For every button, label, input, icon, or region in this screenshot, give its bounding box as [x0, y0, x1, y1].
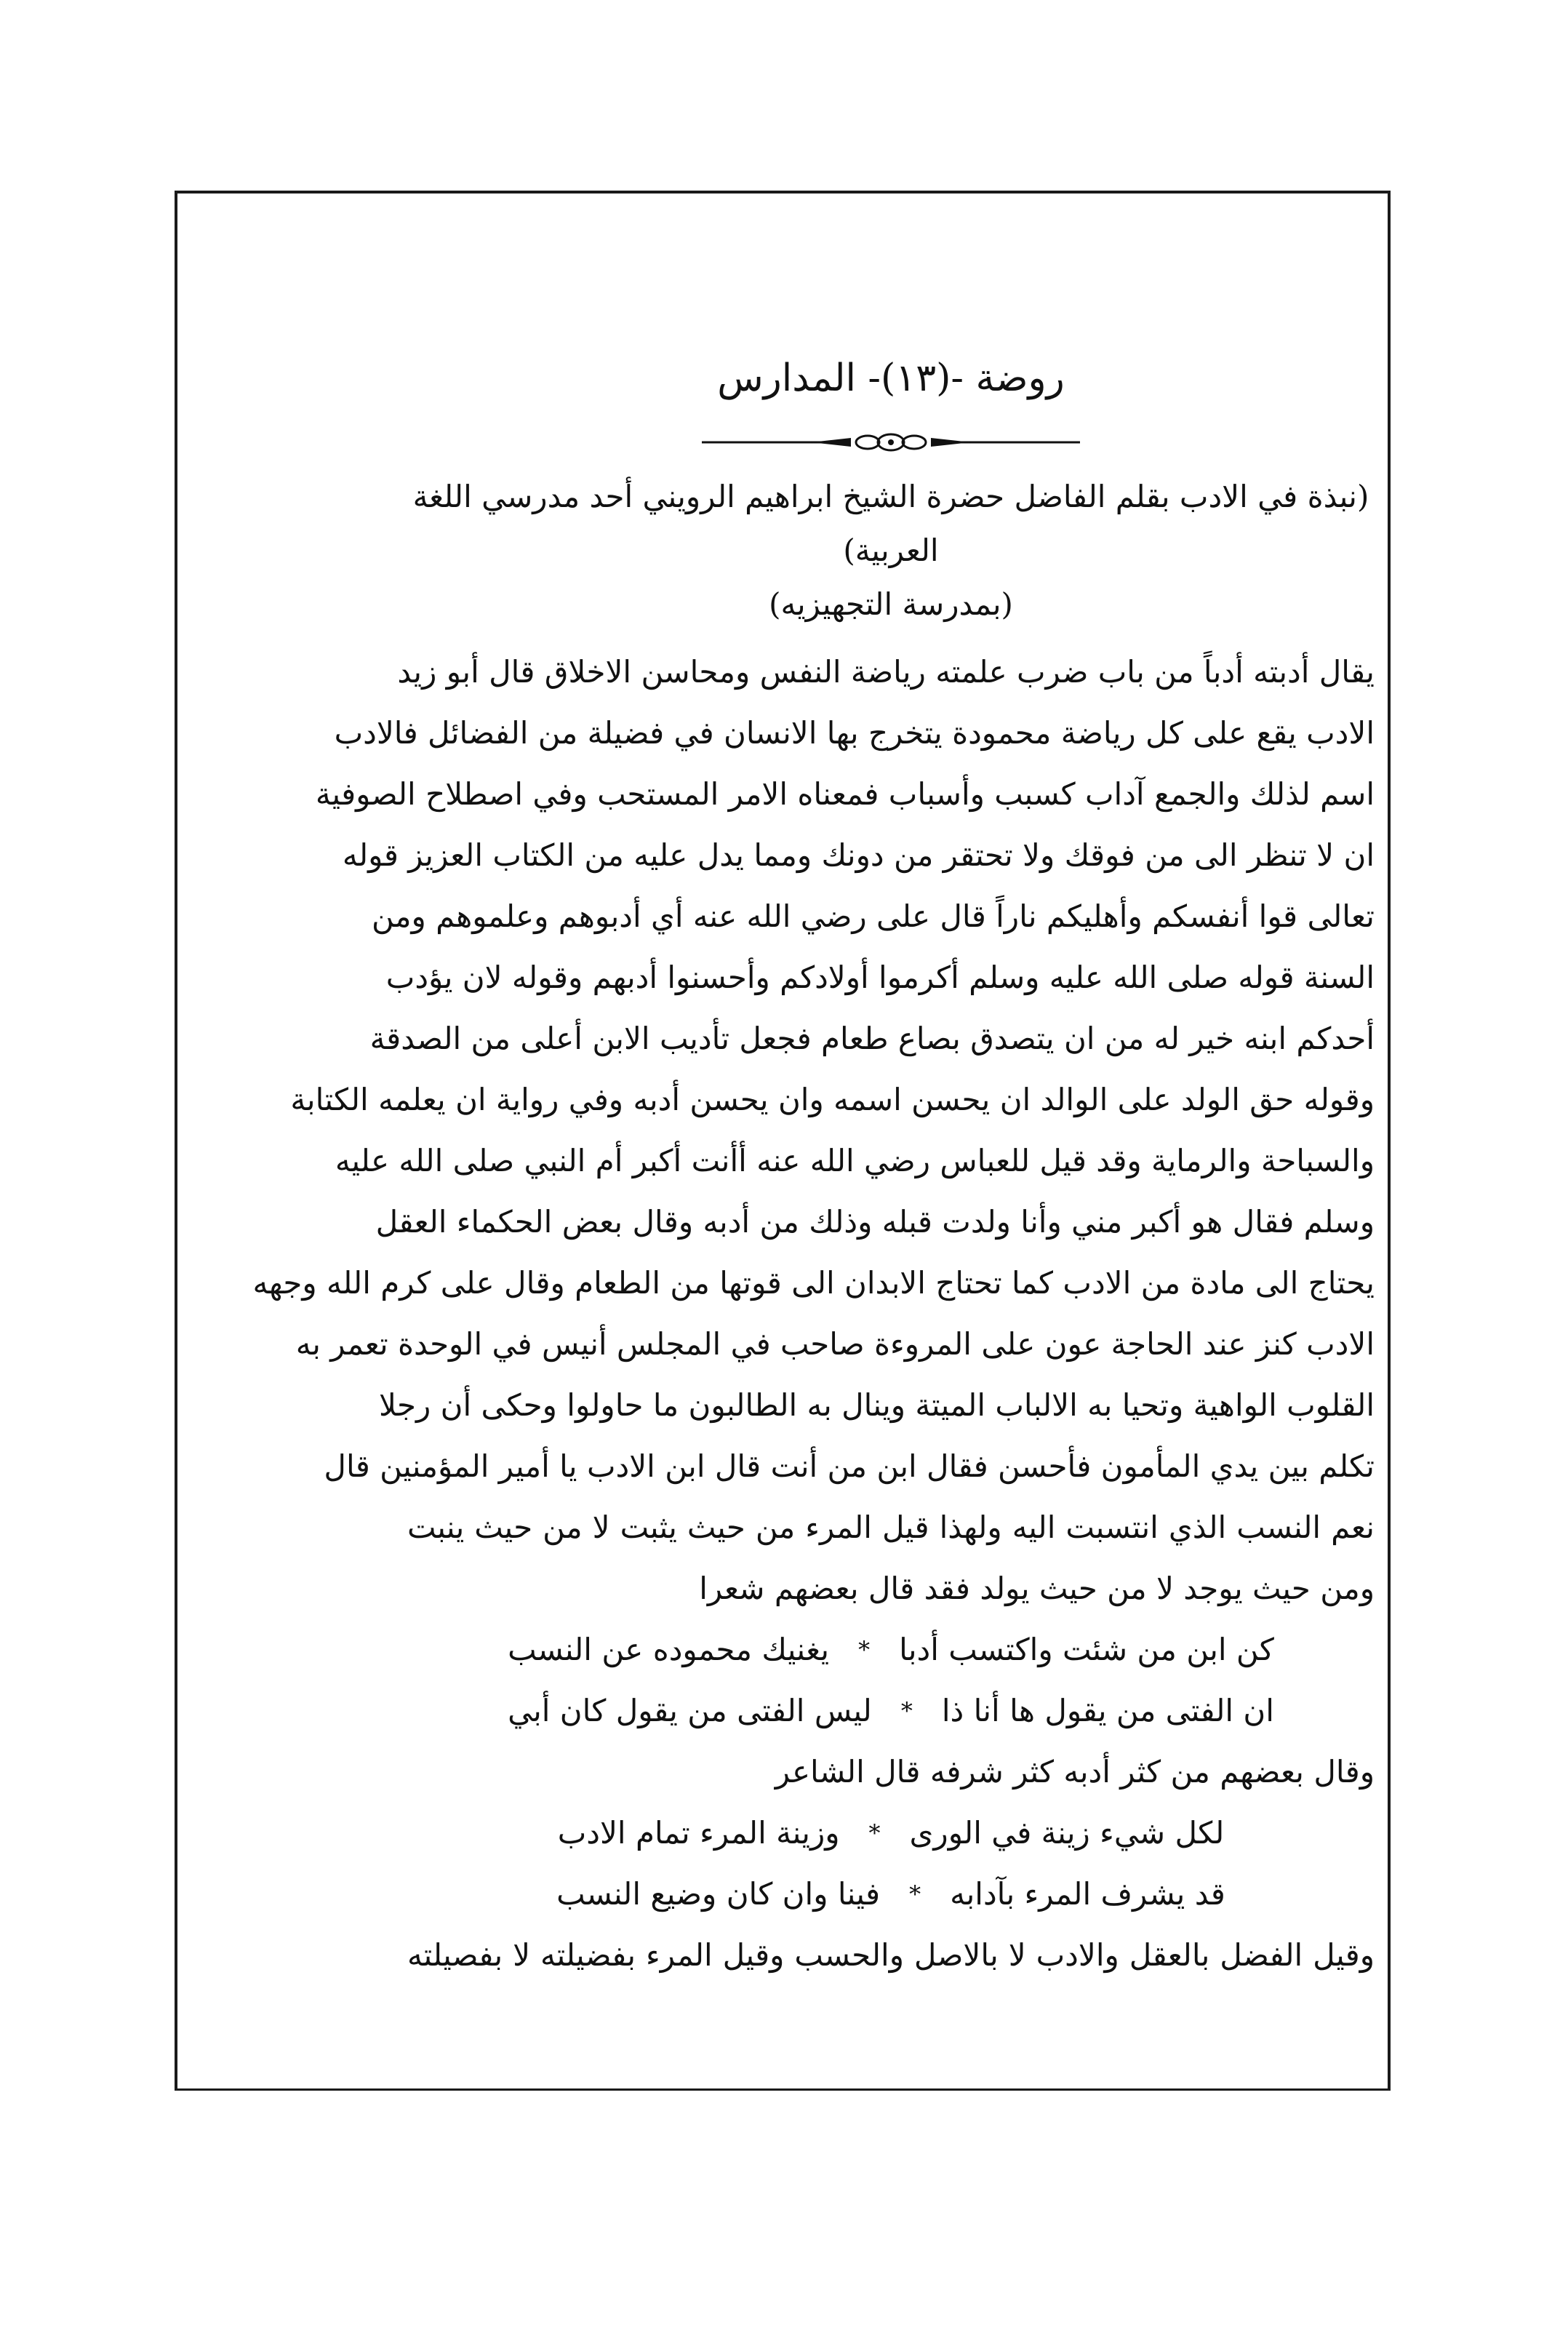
verse-second-hemistich: ليس الفتى من يقول كان أبي [508, 1693, 872, 1728]
verse-line [407, 1803, 1375, 1864]
text-line: وقيل الفضل بالعقل والادب لا بالاصل والحسب وقيل المرء بفضيلته لا بفصيلته [407, 1937, 1375, 1973]
text-line: اسم لذلك والجمع آداب كسبب وأسباب فمعناه الامر المستحب وفي اصطلاح الصوفية [315, 776, 1375, 812]
verse-first-hemistich: كن ابن من شئت واكتسب أدبا [899, 1632, 1274, 1667]
text-line: تعالى قوا أنفسكم وأهليكم ناراً قال على رضي الله عنه أي أدبوهم وعلموهم ومن [372, 898, 1375, 934]
article-subtitle: (بمدرسة التجهيزيه) [769, 586, 1013, 622]
verse-separator: * [900, 1697, 913, 1725]
verse-second-hemistich: فينا وان كان وضيع النسب [556, 1876, 881, 1912]
text-line: السنة قوله صلى الله عليه وسلم أكرموا أولادكم وأحسنوا أدبهم وقوله لان يؤدب [385, 959, 1375, 995]
text-line: نعم النسب الذي انتسبت اليه ولهذا قيل المرء من حيث يثبت لا من حيث ينبت [407, 1509, 1375, 1545]
verse-second-hemistich: وزينة المرء تمام الادب [557, 1815, 840, 1851]
text-line: وسلم فقال هو أكبر مني وأنا ولدت قبله وذلك من أدبه وقال بعض الحكماء العقل [375, 1204, 1375, 1240]
text-line: والسباحة والرماية وقد قيل للعباس رضي الله عنه أأنت أكبر أم النبي صلى الله عليه [335, 1143, 1375, 1178]
verse-separator: * [909, 1880, 921, 1908]
text-line: ان لا تنظر الى من فوقك ولا تحتقر من دونك ومما يدل عليه من الكتاب العزيز قوله [342, 837, 1375, 873]
ornament-divider-icon [702, 429, 1080, 455]
body-section-2 [407, 1741, 1375, 1803]
text-line: وقال بعضهم من كثر أدبه كثر شرفه قال الشاعر [775, 1754, 1375, 1790]
page-header: روضة -(١٣)- المدارس [717, 356, 1065, 400]
text-line: ومن حيث يوجد لا من حيث يولد فقد قال بعضهم شعرا [699, 1571, 1375, 1606]
body-section-3 [407, 1925, 1375, 1986]
poem-1 [407, 1619, 1375, 1741]
verse-first-hemistich: لكل شيء زينة في الورى [909, 1815, 1225, 1851]
text-line: أحدكم ابنه خير له من ان يتصدق بصاع طعام فجعل تأديب الابن أعلى من الصدقة [369, 1021, 1375, 1056]
verse-line [407, 1864, 1375, 1925]
verse-first-hemistich: قد يشرف المرء بآدابه [950, 1876, 1225, 1912]
text-line: الادب يقع على كل رياضة محمودة يتخرج بها الانسان في فضيلة من الفضائل فالادب [334, 715, 1375, 751]
verse-first-hemistich: ان الفتى من يقول ها أنا ذا [941, 1693, 1274, 1728]
verse-line [407, 1680, 1375, 1741]
article-title: (نبذة في الادب بقلم الفاضل حضرة الشيخ ابراهيم الرويني أحد مدرسي اللغة العربية) [412, 479, 1369, 568]
text-line: وقوله حق الولد على الوالد ان يحسن اسمه وان يحسن أدبه وفي رواية ان يعلمه الكتابة [290, 1082, 1375, 1117]
body-section-1 [252, 642, 1375, 1619]
verse-separator: * [858, 1636, 871, 1664]
text-line: تكلم بين يدي المأمون فأحسن فقال ابن من أنت قال ابن الادب يا أمير المؤمنين قال [324, 1448, 1375, 1484]
verse-line [407, 1619, 1375, 1680]
text-line: يقال أدبته أدباً من باب ضرب علمته رياضة النفس ومحاسن الاخلاق قال أبو زيد [397, 654, 1375, 690]
poem-2 [407, 1803, 1375, 1925]
text-line: الادب كنز عند الحاجة عون على المروءة صاحب في المجلس أنيس في الوحدة تعمر به [295, 1326, 1375, 1362]
document-content [252, 349, 1375, 1986]
text-line: القلوب الواهية وتحيا به الالباب الميتة وينال به الطالبون ما حاولوا وحكى أن رجلا [378, 1387, 1375, 1423]
text-line: يحتاج الى مادة من الادب كما تحتاج الابدان الى قوتها من الطعام وقال على كرم الله وجهه [252, 1265, 1375, 1301]
verse-second-hemistich: يغنيك محموده عن النسب [508, 1632, 830, 1667]
verse-separator: * [868, 1819, 881, 1847]
